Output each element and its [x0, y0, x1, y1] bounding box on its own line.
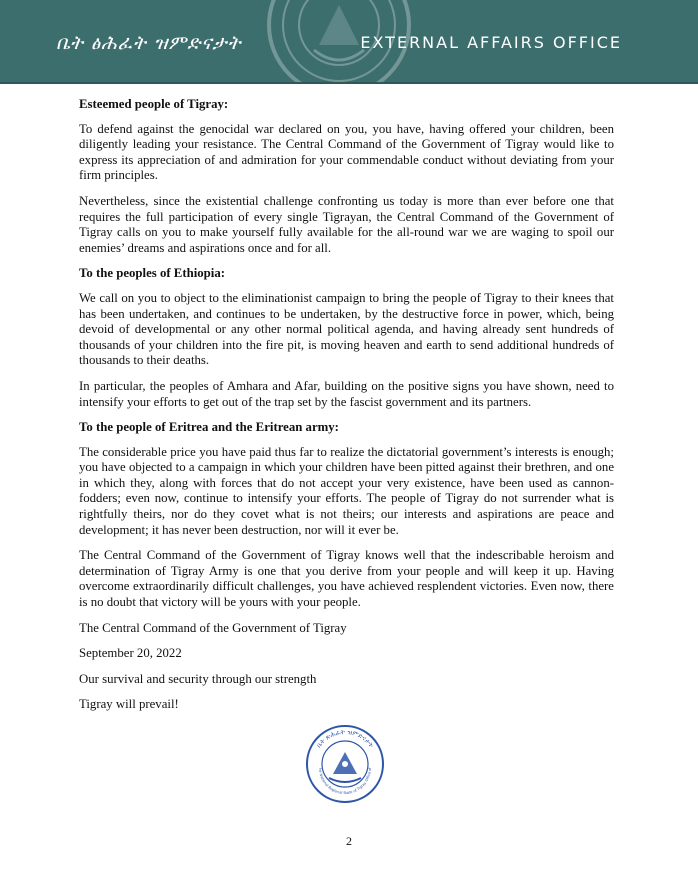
svg-text:ቤት ጽሕፈት ዝምድናታት: ቤት ጽሕፈት ዝምድናታት — [314, 727, 376, 750]
signatory: The Central Command of the Government of Tigray — [79, 620, 347, 635]
header-title-amharic: ቤት ፅሕፈት ዝምድናታት — [56, 32, 242, 54]
header-divider — [0, 82, 698, 84]
section-heading-eritrea: To the people of Eritrea and the Eritrean army: — [79, 420, 339, 435]
paragraph: We call on you to object to the eliminationist campaign to bring the people of Tigray to their knees that has been undertaken, and continues to be undertaken, by the destructive force in power, which, being devoid of developmental or any other normal political agenda, and having already sent hundreds of thousands of your children into the fire pit, is moving heaven and earth to send additional hundreds of thousands to their deaths. — [79, 290, 614, 368]
page-header — [0, 0, 698, 84]
page-number: 2 — [346, 834, 352, 848]
section-heading-ethiopia: To the peoples of Ethiopia: — [79, 266, 226, 281]
office-seal-stamp-icon — [305, 724, 385, 804]
header-title-english: EXTERNAL AFFAIRS OFFICE — [360, 33, 622, 52]
slogan: Tigray will prevail! — [79, 697, 179, 712]
paragraph: The Central Command of the Government of Tigray knows well that the indescribable heroism and determination of Tigray Army is one that you derive from your people and will keep it up. Having overcome extraordinarily difficult challenges, you have achieved resplendent victories. Even now, there is no doubt that victory will be yours with your people. — [79, 548, 614, 610]
paragraph: In particular, the peoples of Amhara and Afar, building on the positive signs you have shown, need to intensify your efforts to get out of the trap set by the fascist government and its partners. — [79, 378, 614, 409]
svg-text:Government of the National Reg: he National Regional State of Tigray Office of — [317, 767, 373, 796]
paragraph: Nevertheless, since the existential challenge confronting us today is more than ever before one that requires the full participation of every single Tigrayan, the Central Command of the Government of Tigray calls on you to make yourself fully available for the all-round war we are waging to spoil our enemies’ dreams and aspirations once and for all. — [79, 193, 614, 255]
paragraph: To defend against the genocidal war declared on you, you have, having offered your children, been diligently leading your resistance. The Central Command of the Government of Tigray would like to express its appreciation of and admiration for your commendable conduct without deviating from your firm principles. — [79, 121, 614, 183]
letter-body — [79, 97, 614, 723]
paragraph: The considerable price you have paid thus far to realize the dictatorial government’s interests is enough; you have objected to a campaign in which your children have been pitted against their brethren, and one in which they, along with forces that do not accept your very existence, have been used as cannon-fodders; even now, continue to intensify your efforts. The people of Tigray do not surrender what is rightfully theirs, nor do they covet what is not theirs; our interests and aspirations are peace and development; it has never been destruction, nor will it ever be. — [79, 444, 614, 537]
letter-date: September 20, 2022 — [79, 646, 182, 661]
motto: Our survival and security through our strength — [79, 671, 317, 686]
section-heading-tigray: Esteemed people of Tigray: — [79, 97, 229, 111]
